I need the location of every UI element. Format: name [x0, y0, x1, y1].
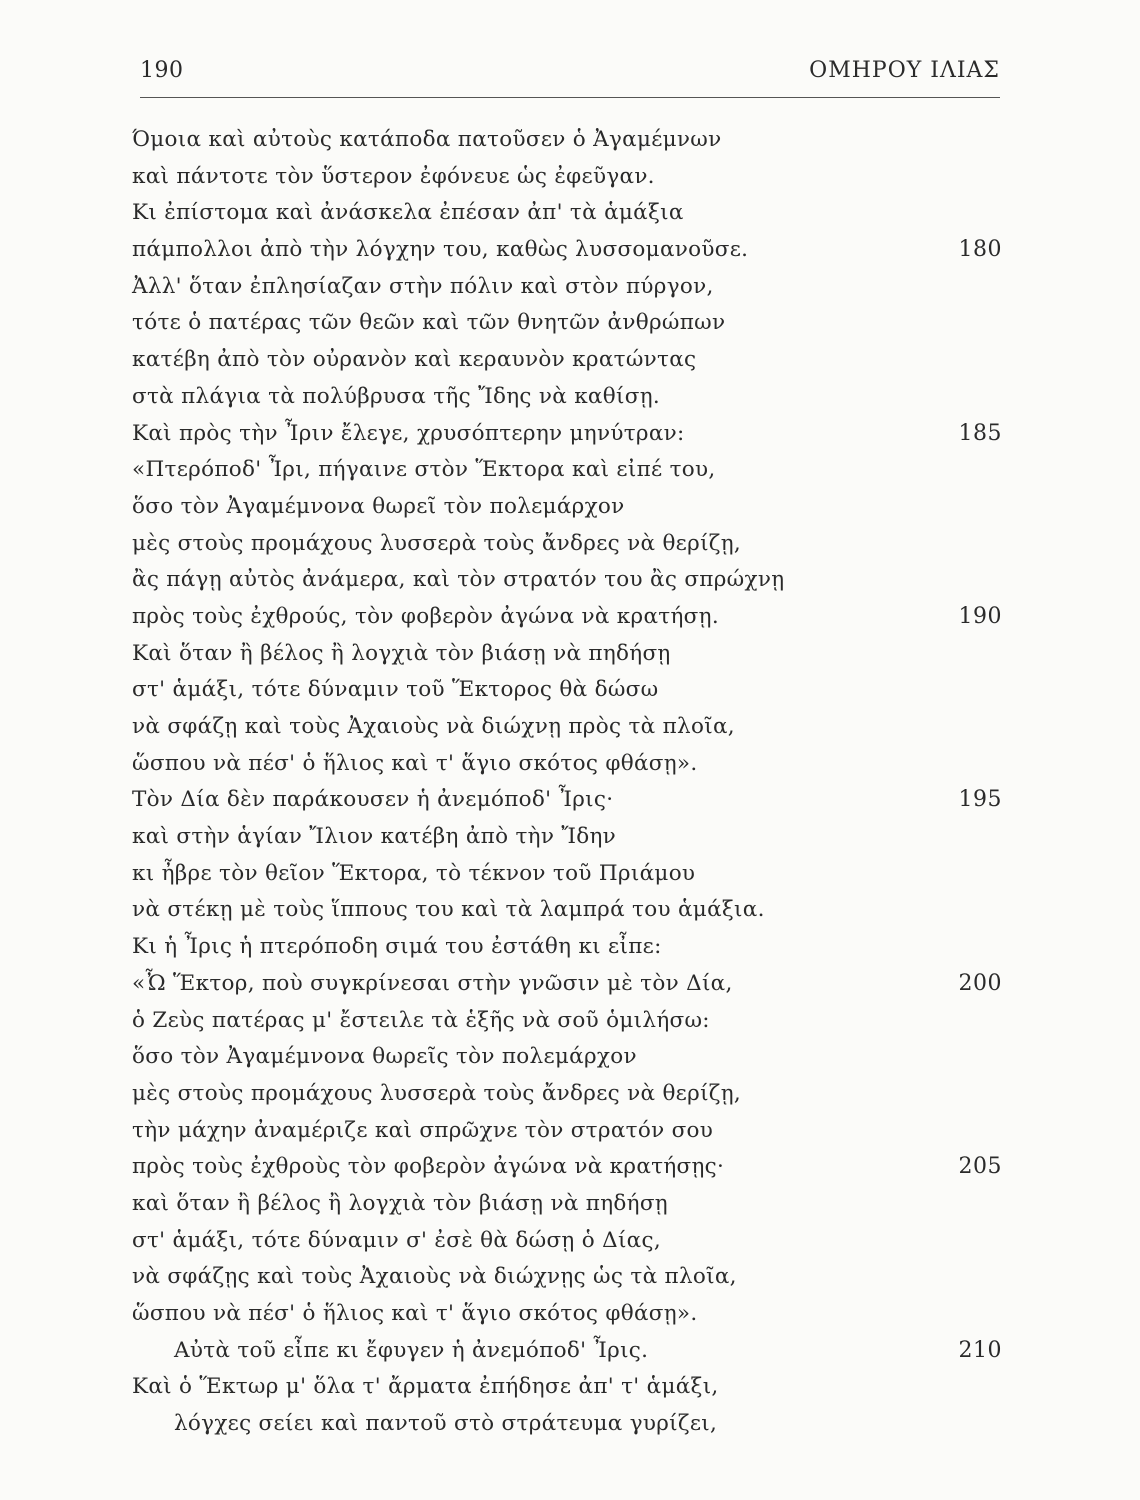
- verse-text: Τὸν Δία δὲν παράκουσεν ἡ ἀνεμόποδ' Ἶρις·: [132, 787, 614, 813]
- verse-text: «Πτερόποδ' Ἶρι, πήγαινε στὸν Ἕκτορα καὶ εἰπέ του,: [132, 457, 716, 483]
- verse-text: Όμοια καὶ αὐτοὺς κατάποδα πατοῦσεν ὁ Ἀγαμέμνων: [132, 127, 722, 152]
- verse-line: [132, 489, 1002, 526]
- verse-text: καὶ ὅταν ἢ βέλος ἢ λογχιὰ τὸν βιάσῃ νὰ πηδήσῃ: [132, 1190, 668, 1216]
- verse-line: [132, 782, 1002, 819]
- verse-text: Αὐτὰ τοῦ εἶπε κι ἔφυγεν ἡ ἀνεμόποδ' Ἶρις.: [174, 1337, 649, 1363]
- verse-line: [132, 195, 1002, 232]
- verse-line: [132, 819, 1002, 856]
- verse-text: Κι ἐπίστομα καὶ ἀνάσκελα ἐπέσαν ἀπ' τὰ ἁμάξια: [132, 200, 684, 226]
- line-number: 190: [958, 603, 1002, 629]
- verse-line: [132, 1296, 1002, 1333]
- verse-text: ὅσο τὸν Ἀγαμέμνονα θωρεῖς τὸν πολεμάρχον: [132, 1044, 637, 1070]
- verse-line: [132, 892, 1002, 929]
- verse-line: [132, 1113, 1002, 1150]
- verse-line: [132, 1223, 1002, 1260]
- verse-text: Καὶ ὅταν ἢ βέλος ἢ λογχιὰ τὸν βιάσῃ νὰ πηδήσῃ: [132, 640, 671, 666]
- verse-text: ἂς πάγῃ αὐτὸς ἀνάμερα, καὶ τὸν στρατόν του ἂς σπρώχνῃ: [132, 567, 785, 593]
- verse-text: κι ἦβρε τὸν θεῖον Ἕκτορα, τὸ τέκνον τοῦ Πριάμου: [132, 860, 696, 886]
- verse-line: [132, 966, 1002, 1003]
- verse-text: νὰ σφάζῃς καὶ τοὺς Ἀχαιοὺς νὰ διώχνῃς ὡς τὰ πλοῖα,: [132, 1264, 737, 1290]
- verse-text: μὲς στοὺς προμάχους λυσσερὰ τοὺς ἄνδρες νὰ θερίζῃ,: [132, 530, 742, 556]
- line-number: 205: [958, 1154, 1002, 1180]
- verse-text: λόγχες σείει καὶ παντοῦ στὸ στράτευμα γυρίζει,: [174, 1411, 718, 1437]
- header-rule: [140, 97, 1000, 98]
- verse-block: [132, 122, 1002, 1443]
- verse-line: [132, 1186, 1002, 1223]
- verse-line: [132, 672, 1002, 709]
- verse-line: [132, 746, 1002, 783]
- verse-line: [132, 1076, 1002, 1113]
- line-number: 210: [958, 1337, 1002, 1363]
- verse-line: [132, 636, 1002, 673]
- verse-text: καὶ στὴν ἁγίαν Ἴλιον κατέβη ἀπὸ τὴν Ἴδην: [132, 824, 617, 850]
- verse-line: [132, 1333, 1002, 1370]
- verse-text: Καὶ ὁ Ἕκτωρ μ' ὅλα τ' ἄρματα ἐπήδησε ἀπ' τ' ἁμάξι,: [132, 1374, 719, 1400]
- line-number: 200: [958, 970, 1002, 996]
- verse-text: ὁ Ζεὺς πατέρας μ' ἔστειλε τὰ ἑξῆς νὰ σοῦ ὁμιλήσω:: [132, 1007, 710, 1033]
- verse-text: ὥσπου νὰ πέσ' ὁ ἥλιος καὶ τ' ἅγιο σκότος φθάσῃ».: [132, 1301, 698, 1326]
- verse-text: τὴν μάχην ἀναμέριζε καὶ σπρῶχνε τὸν στρατόν σου: [132, 1117, 714, 1143]
- verse-line: [132, 1259, 1002, 1296]
- line-number: 180: [958, 237, 1002, 263]
- verse-line: [132, 342, 1002, 379]
- verse-text: πάμπολλοι ἀπὸ τὴν λόγχην του, καθὼς λυσσομανοῦσε.: [132, 237, 749, 263]
- line-number: 195: [958, 787, 1002, 813]
- verse-text: Ἀλλ' ὅταν ἐπλησίαζαν στὴν πόλιν καὶ στὸν πύργον,: [132, 273, 714, 299]
- running-head: ΟΜΗΡΟΥ ΙΛΙΑΣ: [809, 58, 1000, 83]
- verse-line: [132, 1149, 1002, 1186]
- verse-line: [132, 232, 1002, 269]
- line-number: 185: [958, 420, 1002, 446]
- verse-text: νὰ στέκῃ μὲ τοὺς ἵππους του καὶ τὰ λαμπρά του ἁμάξια.: [132, 897, 765, 923]
- verse-line: [132, 379, 1002, 416]
- verse-line: [132, 269, 1002, 306]
- verse-line: [132, 1406, 1002, 1443]
- verse-line: [132, 305, 1002, 342]
- page-number: 190: [140, 58, 184, 83]
- verse-text: ὅσο τὸν Ἀγαμέμνονα θωρεῖ τὸν πολεμάρχον: [132, 493, 625, 519]
- verse-text: πρὸς τοὺς ἐχθρούς, τὸν φοβερὸν ἀγώνα νὰ κρατήσῃ.: [132, 603, 719, 629]
- verse-text: Κι ἡ Ἶρις ἡ πτερόποδη σιμά του ἐστάθη κι εἶπε:: [132, 934, 662, 960]
- verse-line: [132, 159, 1002, 196]
- verse-text: μὲς στοὺς προμάχους λυσσερὰ τοὺς ἄνδρες νὰ θερίζῃ,: [132, 1080, 742, 1106]
- verse-text: στ' ἁμάξι, τότε δύναμιν τοῦ Ἕκτορος θὰ δώσω: [132, 677, 659, 703]
- verse-text: ὥσπου νὰ πέσ' ὁ ἥλιος καὶ τ' ἅγιο σκότος φθάσῃ».: [132, 750, 698, 776]
- verse-text: τότε ὁ πατέρας τῶν θεῶν καὶ τῶν θνητῶν ἀνθρώπων: [132, 310, 726, 336]
- verse-text: καὶ πάντοτε τὸν ὕστερον ἐφόνευε ὡς ἐφεῦγαν.: [132, 163, 655, 189]
- verse-line: [132, 929, 1002, 966]
- page-header: [140, 58, 1000, 94]
- verse-line: [132, 526, 1002, 563]
- verse-line: [132, 1003, 1002, 1040]
- verse-text: κατέβη ἀπὸ τὸν οὐρανὸν καὶ κεραυνὸν κρατώντας: [132, 347, 697, 373]
- verse-line: [132, 562, 1002, 599]
- verse-line: [132, 856, 1002, 893]
- verse-text: πρὸς τοὺς ἐχθροὺς τὸν φοβερὸν ἀγώνα νὰ κρατήσῃς·: [132, 1154, 725, 1180]
- verse-line: [132, 416, 1002, 453]
- verse-line: [132, 709, 1002, 746]
- verse-text: «Ὦ Ἕκτορ, ποὺ συγκρίνεσαι στὴν γνῶσιν μὲ τὸν Δία,: [132, 970, 733, 996]
- verse-line: [132, 452, 1002, 489]
- verse-text: στ' ἁμάξι, τότε δύναμιν σ' ἐσὲ θὰ δώσῃ ὁ Δίας,: [132, 1227, 661, 1253]
- verse-line: [132, 1039, 1002, 1076]
- verse-line: [132, 122, 1002, 159]
- verse-line: [132, 599, 1002, 636]
- verse-text: νὰ σφάζῃ καὶ τοὺς Ἀχαιοὺς νὰ διώχνῃ πρὸς τὰ πλοῖα,: [132, 714, 735, 739]
- verse-line: [132, 1369, 1002, 1406]
- verse-text: στὰ πλάγια τὰ πολύβρυσα τῆς Ἴδης νὰ καθίσῃ.: [132, 383, 661, 409]
- verse-text: Καὶ πρὸς τὴν Ἶριν ἔλεγε, χρυσόπτερην μηνύτραν:: [132, 420, 685, 446]
